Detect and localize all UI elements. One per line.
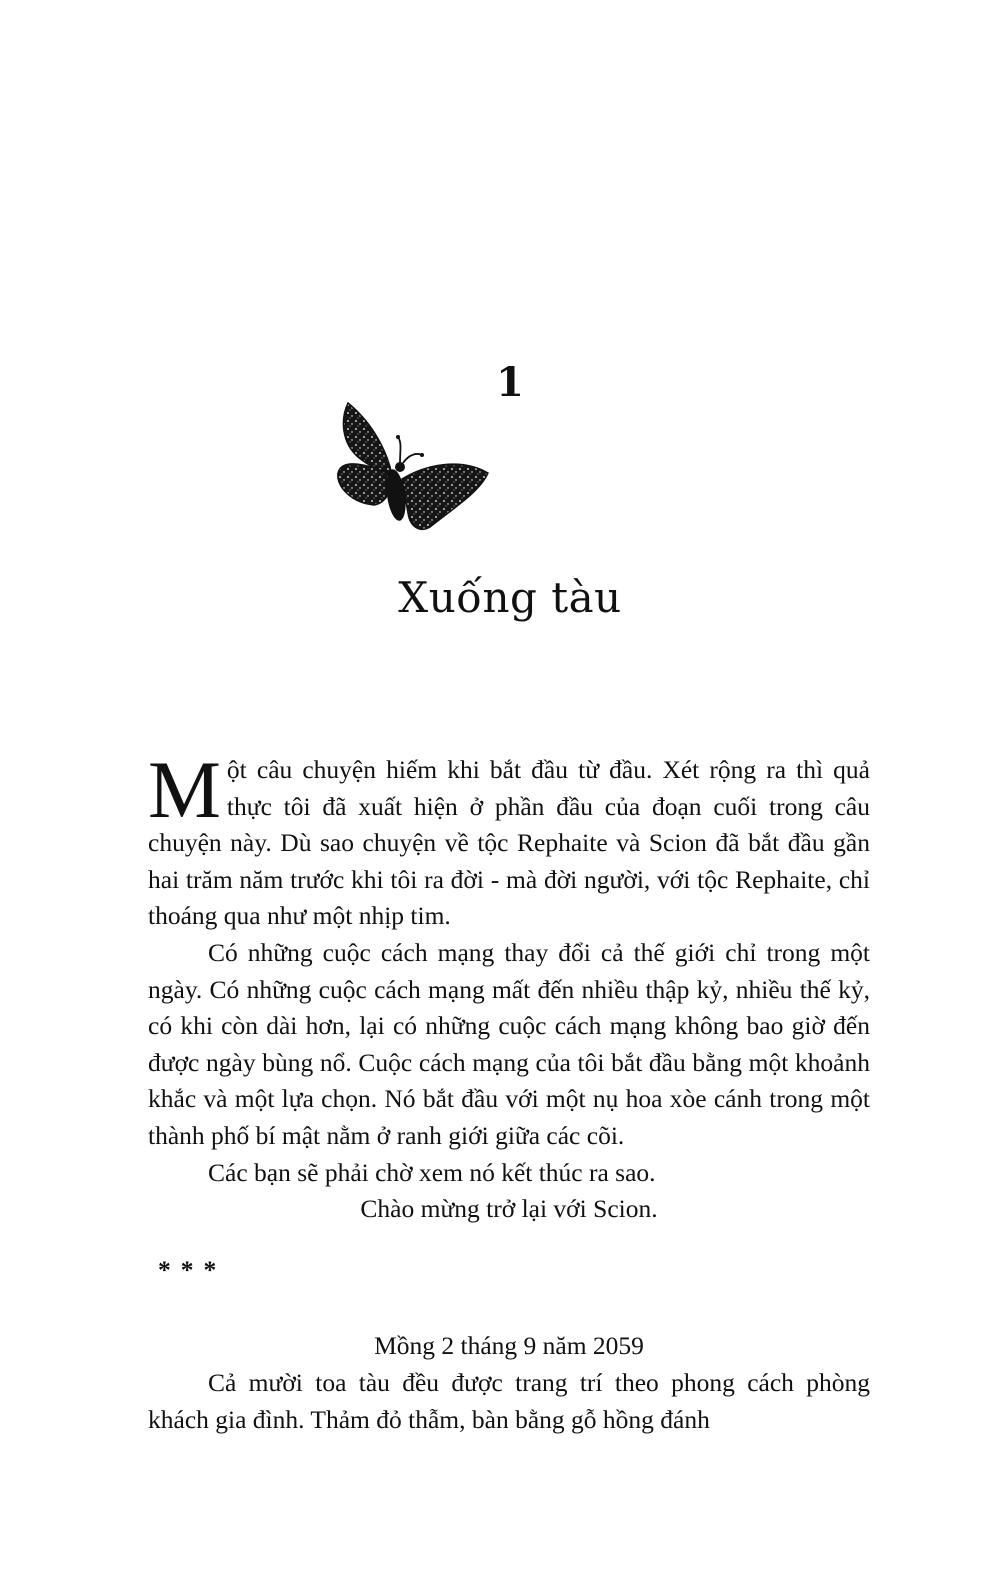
section-separator: *** xyxy=(158,1254,227,1284)
drop-cap: M xyxy=(148,744,221,835)
paragraph-3: Các bạn sẽ phải chờ xem nó kết thúc ra sao. xyxy=(208,1157,656,1187)
paragraph-5: Cả mười toa tàu đều được trang trí theo phong cách phòng khách gia đình. Thảm đỏ thẫm, bàn bằng gỗ hồng đánh xyxy=(148,1367,870,1434)
paragraph-2: Có những cuộc cách mạng thay đổi cả thế giới chỉ trong một ngày. Có những cuộc cách mạng mất đến nhiều thập kỷ, nhiều thế kỷ, có khi còn dài hơn, lại có những cuộc cách mạng không bao giờ đến được ngày bùng nổ. Cuộc cách mạng của tôi bắt đầu bằng một khoảnh khắc và một lựa chọn. Nó bắt đầu với một nụ hoa xòe cánh trong một thành phố bí mật nằm ở ranh giới giữa các cõi. xyxy=(148,937,870,1150)
paragraph-1-text: ột câu chuyện hiếm khi bắt đầu từ đầu. Xét rộng ra thì quả thực tôi đã xuất hiện ở phần đầu của đoạn cuối trong câu chuyện này. Dù sao chuyện về tộc Rephaite và Scion đã bắt đầu gần hai trăm năm trước khi tôi ra đời - mà đời người, với tộc Rephaite, chỉ thoáng qua như một nhịp tim. xyxy=(148,755,870,931)
paragraph-4: Chào mừng trở lại với Scion. xyxy=(360,1194,658,1224)
chapter-title: Xuống tàu xyxy=(398,573,622,622)
paragraph-1 xyxy=(148,744,870,935)
chapter-number: 1 xyxy=(496,359,524,406)
chapter-body xyxy=(148,744,870,1438)
butterfly-icon xyxy=(330,395,500,540)
date-line: Mồng 2 tháng 9 năm 2059 xyxy=(374,1331,644,1361)
